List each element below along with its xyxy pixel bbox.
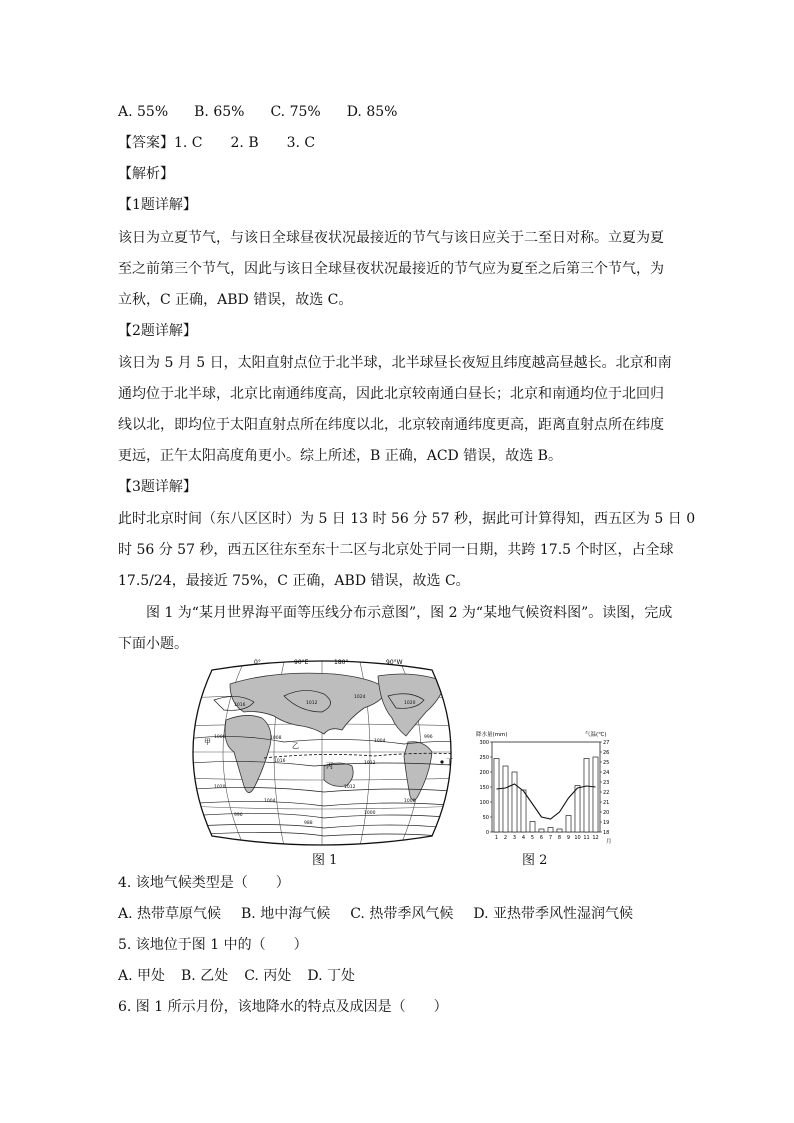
precip-bar bbox=[593, 757, 598, 832]
q5-option-c: C. 丙处 bbox=[244, 968, 292, 984]
month-tick-label: 11 bbox=[583, 835, 590, 841]
right-tick-label: 24 bbox=[603, 769, 610, 776]
month-tick-label: 7 bbox=[548, 835, 553, 841]
q5-option-d: D. 丁处 bbox=[307, 968, 355, 984]
isobar-label: 996 bbox=[234, 813, 243, 818]
previous-question-options bbox=[118, 102, 397, 122]
q2-line-3: 线以北，即均位于太阳直射点所在纬度以北，北京较南通纬度更高，距离直射点所在纬度 bbox=[118, 417, 664, 433]
q1-line-3: 立秋，C 正确，ABD 错误，故选 C。 bbox=[118, 292, 353, 308]
left-tick-label: 50 bbox=[482, 814, 489, 821]
isobar-label: 996 bbox=[424, 735, 433, 740]
right-tick-label: 27 bbox=[603, 739, 610, 746]
precip-bar bbox=[530, 822, 535, 833]
month-unit: 月 bbox=[606, 839, 612, 845]
place-label-bing: 丙 bbox=[326, 762, 333, 770]
isobar-label: 1000 bbox=[364, 811, 376, 816]
q3-heading: 【3题详解】 bbox=[118, 479, 197, 495]
q2-heading: 【2题详解】 bbox=[118, 323, 197, 339]
right-tick-label: 20 bbox=[603, 809, 610, 816]
precip-bar bbox=[512, 772, 517, 832]
precip-bar bbox=[548, 828, 553, 833]
q2-line-4: 更远，正午太阳高度角更小。综上所述，B 正确，ACD 错误，故选 B。 bbox=[118, 448, 562, 464]
right-tick-label: 21 bbox=[603, 799, 610, 806]
precip-bar bbox=[557, 829, 562, 832]
q5-option-a: A. 甲处 bbox=[118, 968, 166, 984]
isobar-label: 988 bbox=[304, 821, 313, 826]
right-tick-label: 18 bbox=[603, 829, 610, 836]
isobar-label: 1016 bbox=[234, 703, 246, 708]
lon-label-90e: 90°E bbox=[294, 659, 309, 666]
right-tick-label: 22 bbox=[603, 789, 610, 796]
precip-bar bbox=[494, 759, 499, 833]
intro-line-1: 图 1 为“某月世界海平面等压线分布示意图”，图 2 为“某地气候资料图”。读图，完成 bbox=[146, 605, 673, 621]
q3-line-1: 此时北京时间（东八区区时）为 5 日 13 时 56 分 57 秒，据此可计算得知，西五区为 5 日 0 bbox=[118, 511, 696, 527]
month-tick-label: 3 bbox=[512, 835, 517, 841]
isobar-label: 1012 bbox=[306, 701, 318, 706]
place-label-yi: 乙 bbox=[292, 742, 299, 750]
option-b: B. 65% bbox=[194, 104, 245, 120]
option-d: D. 85% bbox=[346, 104, 398, 120]
q4-option-c: C. 热带季风气候 bbox=[350, 906, 454, 922]
isobar-label: 1000 bbox=[214, 735, 226, 740]
left-tick-label: 250 bbox=[479, 754, 489, 761]
precip-bar bbox=[584, 759, 589, 833]
lon-label-180: 180° bbox=[334, 659, 349, 666]
precip-bar bbox=[566, 816, 571, 833]
isobar-label: 1020 bbox=[404, 701, 416, 706]
q1-line-1: 该日为立夏节气，与该日全球昼夜状况最接近的节气与该日应关于二至日对称。立夏为夏 bbox=[118, 230, 664, 246]
option-c: C. 75% bbox=[270, 104, 321, 120]
option-a: A. 55% bbox=[118, 104, 169, 120]
left-tick-label: 300 bbox=[479, 739, 489, 746]
month-tick-label: 10 bbox=[574, 835, 581, 841]
precip-bar bbox=[503, 766, 508, 832]
isobar-label: 1016 bbox=[274, 759, 286, 764]
q4-options bbox=[118, 904, 633, 924]
isobar-label: 1020 bbox=[214, 785, 226, 790]
figure-1-caption: 图 1 bbox=[312, 853, 338, 868]
right-tick-label: 26 bbox=[603, 749, 610, 756]
intro-line-2: 下面小题。 bbox=[118, 636, 188, 652]
q1-heading: 【1题详解】 bbox=[118, 197, 197, 213]
lon-label-90w: 90°W bbox=[386, 659, 403, 666]
place-label-ding: 丁 bbox=[446, 758, 453, 766]
figure-1-world-isobar-map bbox=[174, 656, 470, 852]
precip-bar bbox=[521, 790, 526, 832]
right-tick-label: 23 bbox=[603, 779, 610, 786]
q4-option-b: B. 地中海气候 bbox=[241, 906, 331, 922]
left-tick-label: 200 bbox=[479, 769, 489, 776]
precip-bar bbox=[539, 829, 544, 832]
q5-stem: 5. 该地位于图 1 中的（ ） bbox=[118, 937, 308, 953]
q3-line-2: 时 56 分 57 秒，西五区往东至东十二区与北京处于同一日期，共跨 17.5 个时区，占全球 bbox=[118, 542, 674, 558]
isobar-label: 1012 bbox=[344, 785, 356, 790]
isobar-label: 1012 bbox=[364, 761, 376, 766]
left-tick-label: 0 bbox=[485, 829, 489, 836]
q5-options bbox=[118, 966, 355, 986]
temperature-line bbox=[497, 784, 596, 819]
isobar-label: 1004 bbox=[264, 799, 276, 804]
isobar-label: 1008 bbox=[270, 736, 282, 741]
left-axis-title: 降水量(mm) bbox=[476, 732, 508, 738]
right-tick-label: 25 bbox=[603, 759, 610, 766]
month-tick-label: 12 bbox=[592, 835, 599, 841]
month-tick-label: 9 bbox=[566, 835, 571, 841]
isobar-label: 1024 bbox=[354, 695, 366, 700]
analysis-heading: 【解析】 bbox=[118, 166, 174, 182]
month-tick-label: 4 bbox=[521, 835, 526, 841]
right-tick-label: 19 bbox=[603, 819, 610, 826]
q4-option-d: D. 亚热带季风性湿润气候 bbox=[473, 906, 633, 922]
q2-line-1: 该日为 5 月 5 日，太阳直射点位于北半球，北半球昼长夜短且纬度越高昼越长。北京和南 bbox=[118, 355, 672, 371]
isobar-label: 1008 bbox=[404, 799, 416, 804]
precip-bar bbox=[575, 786, 580, 833]
month-tick-label: 6 bbox=[539, 835, 544, 841]
month-tick-label: 1 bbox=[494, 835, 499, 841]
q2-line-2: 通均位于北半球，北京比南通纬度高，因此北京较南通白昼长；北京和南通均位于北回归 bbox=[118, 386, 664, 402]
q5-option-b: B. 乙处 bbox=[181, 968, 229, 984]
month-tick-label: 8 bbox=[557, 835, 562, 841]
left-tick-label: 100 bbox=[479, 799, 489, 806]
right-axis-title: 气温(℃) bbox=[585, 732, 607, 738]
left-tick-label: 150 bbox=[479, 784, 489, 791]
answer-line: 【答案】1. C 2. B 3. C bbox=[118, 135, 316, 151]
q4-option-a: A. 热带草原气候 bbox=[118, 906, 222, 922]
isobar-label: 1004 bbox=[374, 739, 386, 744]
figure-2-climate-chart bbox=[470, 728, 620, 848]
place-label-jia: 甲 bbox=[204, 738, 211, 746]
figure-2-caption: 图 2 bbox=[522, 853, 548, 868]
month-tick-label: 2 bbox=[503, 835, 508, 841]
q1-line-2: 至之前第三个节气，因此与该日全球昼夜状况最接近的节气应为夏至之后第三个节气，为 bbox=[118, 261, 664, 277]
lon-label-0: 0° bbox=[254, 659, 261, 666]
q3-line-3: 17.5/24，最接近 75%，C 正确，ABD 错误，故选 C。 bbox=[118, 573, 470, 589]
month-tick-label: 5 bbox=[530, 835, 535, 841]
q4-stem: 4. 该地气候类型是（ ） bbox=[118, 875, 290, 891]
q6-stem: 6. 图 1 所示月份，该地降水的特点及成因是（ ） bbox=[118, 999, 448, 1015]
